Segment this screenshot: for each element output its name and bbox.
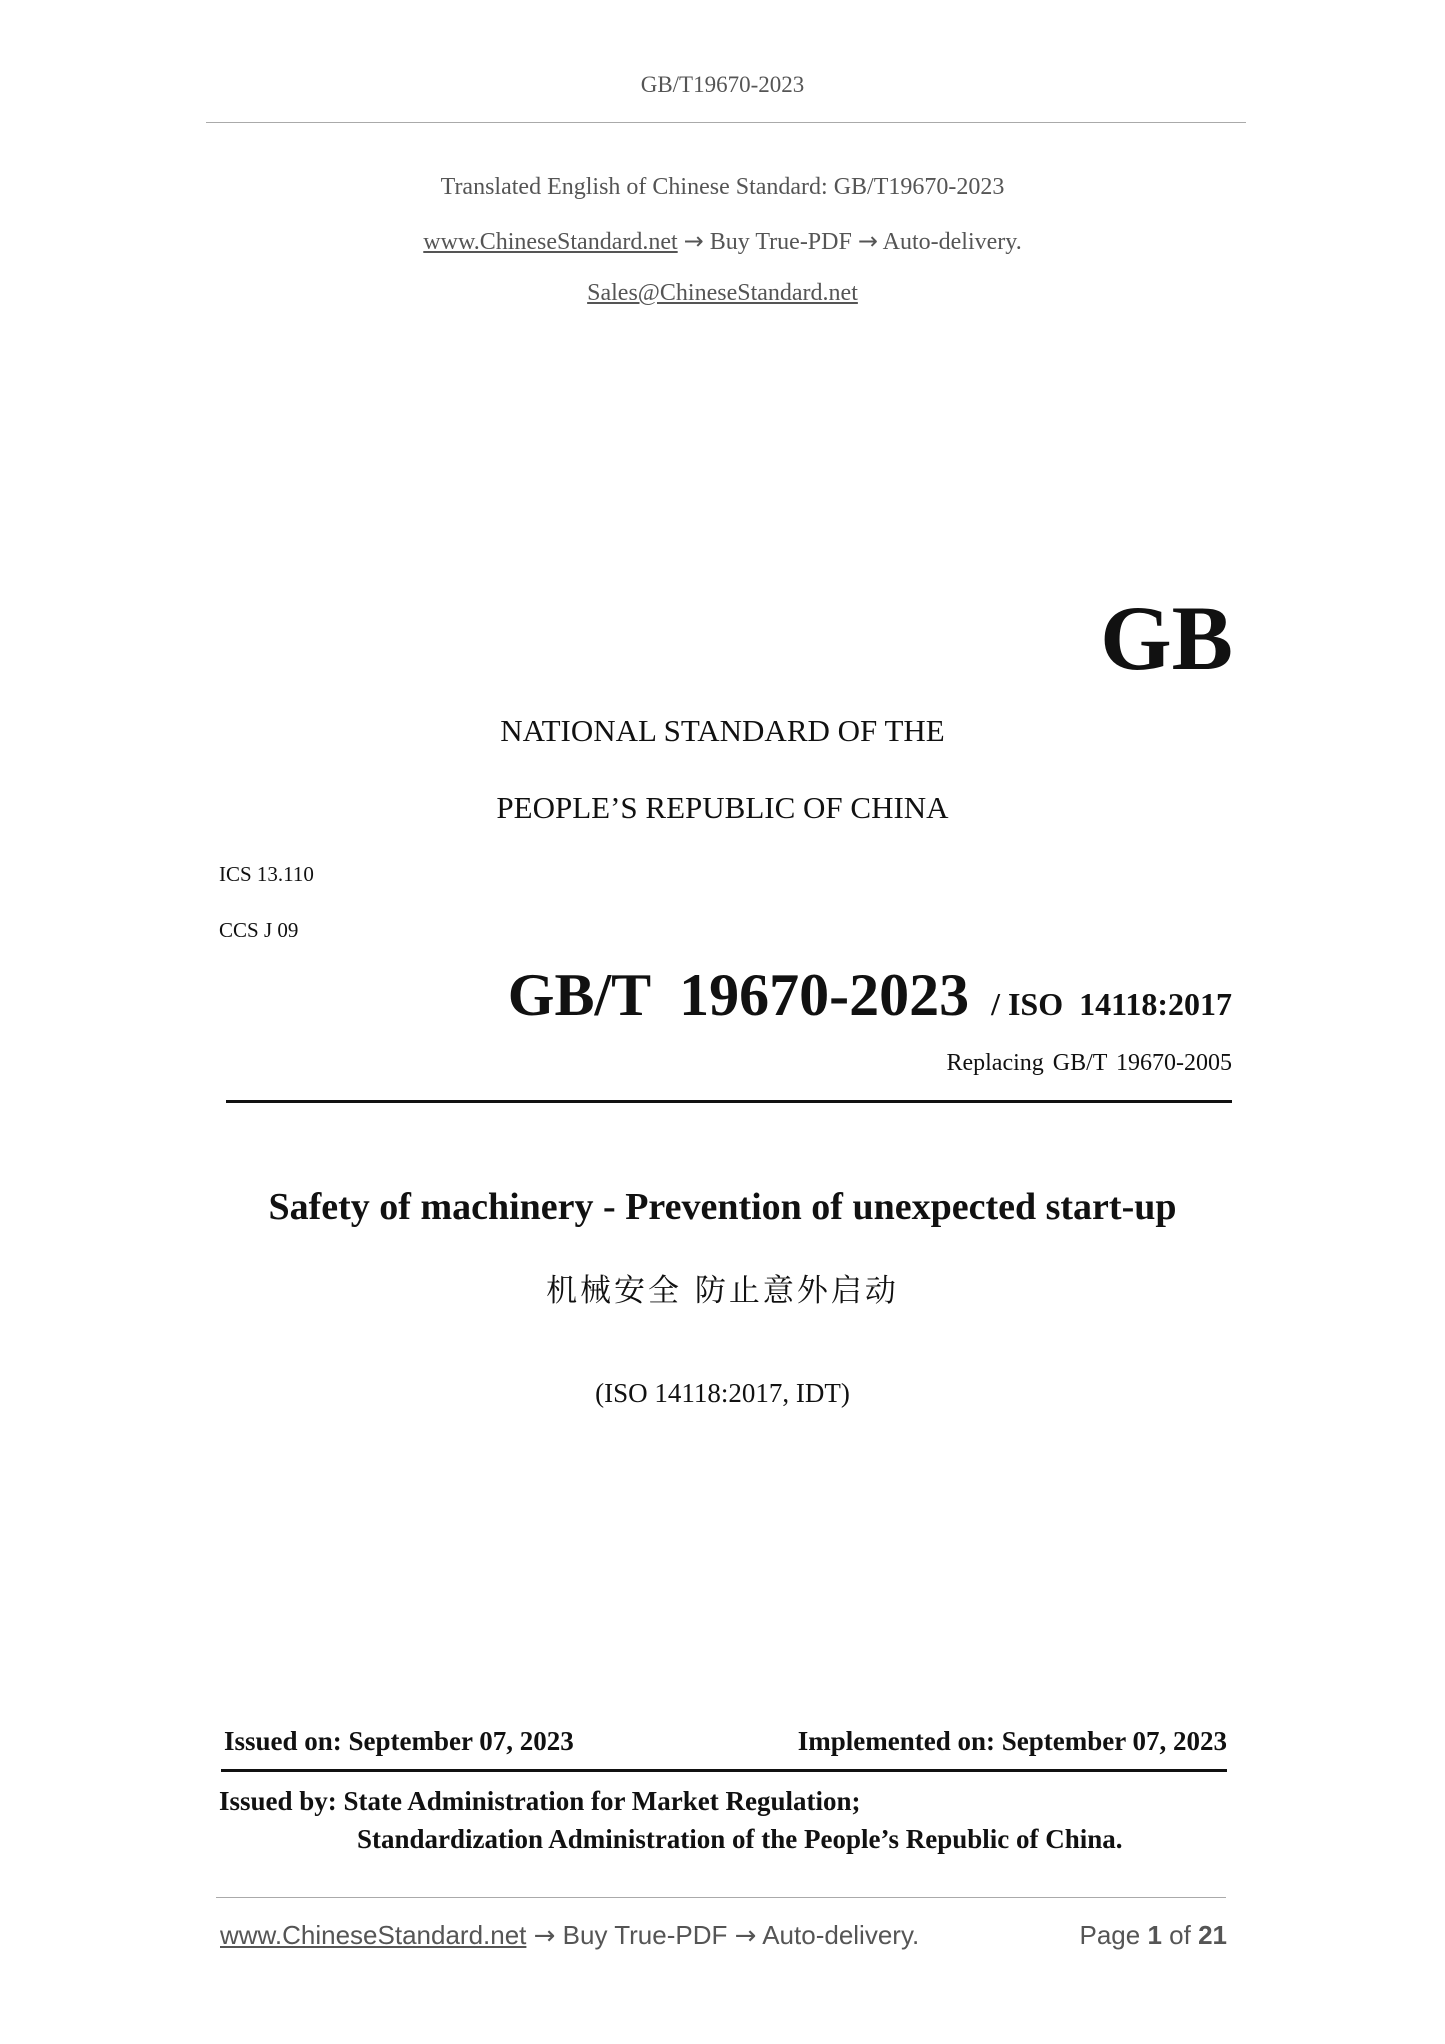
running-header: GB/T19670-2023 [640, 72, 805, 97]
title-chinese: 机械安全 防止意外启动 [546, 1273, 899, 1309]
buy-text: Buy True-PDF [709, 229, 852, 255]
header-divider [206, 122, 1246, 123]
issued-on-date: Issued on: September 07, 2023 [224, 1726, 574, 1756]
footer-divider [216, 1897, 1226, 1898]
arrow-right-icon: → [533, 1921, 556, 1951]
standard-number-line [507, 962, 1232, 1028]
ics-code: ICS 13.110 [219, 862, 314, 886]
arrow-right-icon: → [857, 227, 878, 255]
iso-number: ISO 14118:2017 [1007, 986, 1232, 1022]
number-separator: / [991, 986, 1000, 1022]
replacing-note: Replacing GB/T 19670-2005 [946, 1050, 1232, 1076]
issuer-line2: Standardization Administration of the People’s Republic of China. [357, 1824, 1123, 1854]
adoption-note: (ISO 14118:2017, IDT) [595, 1378, 850, 1408]
page-total: 21 [1198, 1920, 1227, 1950]
gb-logo: GB [1100, 587, 1233, 689]
dates-divider [221, 1769, 1227, 1772]
arrow-right-icon: → [683, 227, 704, 255]
page-of-label: of [1169, 1920, 1191, 1950]
title-english: Safety of machinery - Prevention of unexpected start-up [268, 1186, 1177, 1228]
footer-purchase-line [220, 1920, 919, 1951]
footer-site-link[interactable]: www.ChineseStandard.net [220, 1920, 527, 1950]
title-divider [226, 1100, 1232, 1103]
page-current: 1 [1147, 1920, 1162, 1950]
page-indicator [1079, 1920, 1227, 1951]
implemented-on-date: Implemented on: September 07, 2023 [797, 1726, 1227, 1756]
national-standard-line1: NATIONAL STANDARD OF THE [500, 713, 945, 748]
ccs-code: CCS J 09 [219, 918, 299, 942]
purchase-line [0, 227, 1445, 256]
translation-notice: Translated English of Chinese Standard: GB/T19670-2023 [440, 174, 1005, 200]
page-label: Page [1079, 1920, 1141, 1950]
arrow-right-icon: → [734, 1921, 757, 1951]
footer-buy-text: Buy True-PDF [562, 1920, 728, 1950]
email-line [0, 280, 1445, 307]
issuer-line1: Issued by: State Administration for Market Regulation; [219, 1786, 861, 1816]
delivery-text: Auto-delivery. [882, 229, 1022, 255]
standard-number: GB/T 19670-2023 [507, 962, 970, 1028]
email-link[interactable]: Sales@ChineseStandard.net [587, 280, 858, 306]
footer-delivery-text: Auto-delivery. [762, 1920, 920, 1950]
national-standard-line2: PEOPLE’S REPUBLIC OF CHINA [496, 790, 949, 825]
site-link[interactable]: www.ChineseStandard.net [423, 229, 678, 255]
